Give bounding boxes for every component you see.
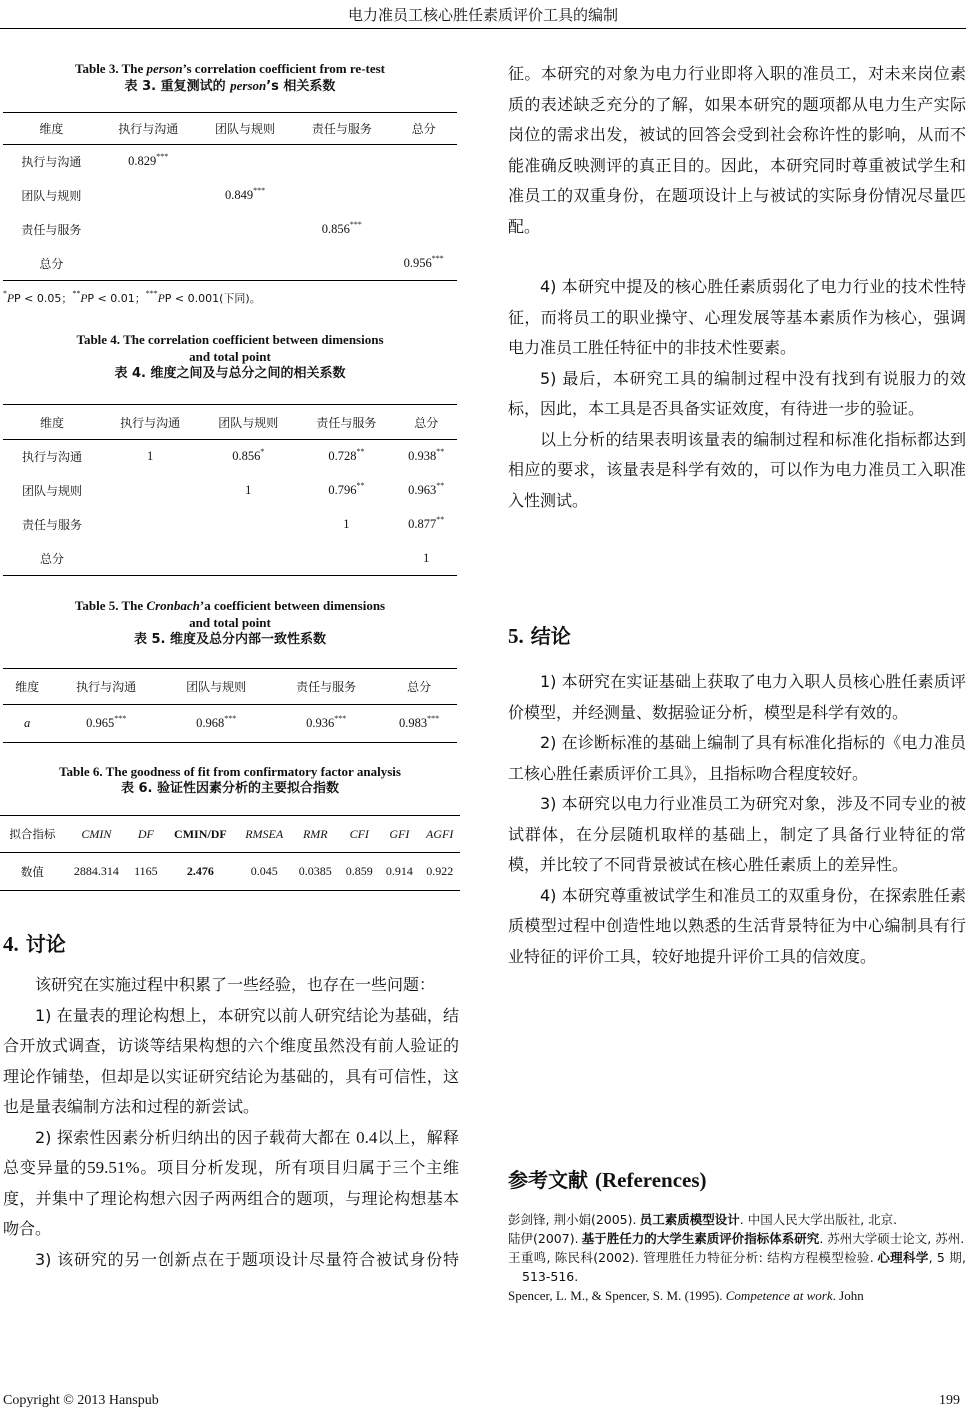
caption-text: and total point <box>189 615 271 630</box>
row-label: 责任与服务 <box>22 518 83 532</box>
header-rule <box>0 28 966 29</box>
row-label: 团队与规则 <box>21 189 82 203</box>
table-row <box>3 145 457 179</box>
table-cell: 0.965*** <box>86 714 127 730</box>
table-header: CMIN <box>81 826 112 841</box>
paragraph: 5) 最后，本研究工具的编制过程中没有找到有说服力的效标，因此，本工具是否具备实证效度，有待进一步的验证。 <box>508 368 966 418</box>
table-cell <box>293 179 390 213</box>
caption-text: Table 5. The <box>74 598 147 613</box>
caption-text: 表 5. 维度及总分内部一致性系数 <box>133 632 327 647</box>
table-header: 责任与服务 <box>311 122 372 136</box>
table-header: 维度 <box>40 415 65 430</box>
caption-text: 表 6. 验证性因素分析的主要拟合指数 <box>120 781 340 796</box>
paragraph: 2) 探索性因素分析归纳出的因子载荷大都在 0.4以上，解释总变异量的59.51%。项目分析发现，所有项目归属于三个主维度，并集中了理论构想六因子两两组合的题项，与理论构想基本吻合。 <box>3 1127 459 1238</box>
table-cell: 0.914 <box>385 864 413 878</box>
table-header: 维度 <box>15 680 40 694</box>
table-cell: 1 <box>423 550 430 565</box>
row-label: 总分 <box>39 256 64 271</box>
table-header: 团队与规则 <box>215 122 276 136</box>
table-4 <box>3 404 457 576</box>
table-header: RMSEA <box>245 826 284 841</box>
caption-text: ’a coefficient between dimensions <box>199 598 386 613</box>
reference-item: 陆伊(2007). 基于胜任力的大学生素质评价指标体系研究. 苏州大学硕士论文, 苏州. <box>508 1231 965 1246</box>
discussion-body <box>3 970 459 1275</box>
caption-text: Table 4. The correlation coefficient between dimensions <box>76 332 384 347</box>
table-cell: 0.849*** <box>224 186 266 202</box>
paragraph: 3) 该研究的另一创新点在于题项设计尽量符合被试身份特 <box>35 1249 459 1269</box>
table-cell <box>199 508 297 542</box>
caption-text: Table 3. The <box>74 61 147 76</box>
table-header: 责任与服务 <box>316 415 377 430</box>
table-row <box>3 213 457 247</box>
table-cell <box>197 145 294 179</box>
table-cell <box>197 247 294 281</box>
caption-text: and total point <box>189 349 271 364</box>
caption-text: 表 4. 维度之间及与总分之间的相关系数 <box>114 366 346 381</box>
table-cell <box>390 213 457 247</box>
row-label: 团队与规则 <box>22 484 83 498</box>
table-cell: 0.983*** <box>399 714 440 730</box>
table-header: GFI <box>389 826 410 841</box>
table-header: 责任与服务 <box>296 680 357 694</box>
table-cell <box>390 179 457 213</box>
table-cell: 0.728** <box>328 447 365 464</box>
table-6 <box>0 815 460 891</box>
reference-item: 彭剑锋, 荆小娟(2005). 员工素质模型设计. 中国人民大学出版社, 北京. <box>508 1212 898 1227</box>
reference-item: Spencer, L. M., & Spencer, S. M. (1995). Competence at work. John <box>508 1288 864 1303</box>
table-cell: 0.956*** <box>403 253 444 270</box>
paragraph-continuation <box>508 59 966 272</box>
row-label: 总分 <box>40 551 65 566</box>
table-cell: 0.796** <box>328 481 365 497</box>
table-cell <box>101 474 199 508</box>
table-row <box>3 440 457 474</box>
table-cell: 0.045 <box>250 864 278 878</box>
table-cell <box>101 508 199 542</box>
table-4-caption <box>0 331 460 382</box>
table-row <box>3 508 457 542</box>
table-cell: 0.963** <box>408 481 445 497</box>
table-row <box>3 474 457 508</box>
table-row <box>3 542 457 576</box>
reference-item: 王重鸣, 陈民科(2002). 管理胜任力特征分析: 结构方程模型检验. 心理科学, 5 期, 513-516. <box>508 1250 966 1284</box>
table-header: CMIN/DF <box>174 826 227 841</box>
paragraph: 1) 在量表的理论构想上，本研究以前人研究结论为基础，结合开放式调查，访谈等结果构想的六个维度虽然没有前人验证的理论作铺垫，但却是以实证研究结论为基础的，具有可信性，这也是量表编制方法和过程的新尝试。 <box>3 1005 459 1116</box>
section-heading-conclusion: 5. 结论 <box>508 624 571 648</box>
table-cell: 0.877** <box>408 515 445 531</box>
table-row <box>0 853 460 891</box>
table-cell: 0.0385 <box>298 864 332 878</box>
paragraph: 3) 本研究以电力行业准员工为研究对象，涉及不同专业的被试群体，在分层随机取样的基础上，制定了具备行业特征的常模，并比较了不同背景被试在核心胜任素质上的差异性。 <box>508 794 966 874</box>
caption-text: 表 3. 重复测试的 <box>124 79 231 94</box>
caption-text: ’s 相关系数 <box>266 79 336 94</box>
footer-page-number: 199 <box>939 1393 960 1408</box>
section-heading-references: 参考文献 (References) <box>508 1168 707 1192</box>
table-header: 执行与沟通 <box>76 680 137 694</box>
table-cell <box>100 247 197 281</box>
table-cell <box>293 247 390 281</box>
row-label: 数值 <box>20 864 44 879</box>
caption-text: Cronbach <box>146 598 200 613</box>
row-label: 执行与沟通 <box>22 450 83 465</box>
discussion-continued <box>508 59 966 516</box>
conclusion-body <box>508 667 966 972</box>
table-cell: 1 <box>343 517 350 531</box>
significance-note: *PP < 0.05；**PP < 0.01；***PP < 0.001(下同)。 <box>3 289 261 305</box>
running-header: 电力准员工核心胜任素质评价工具的编制 <box>347 6 618 24</box>
caption-text: person <box>146 61 183 76</box>
table-cell: 0.856*** <box>321 220 362 236</box>
table-header: 总分 <box>407 680 432 694</box>
table-cell: 0.856* <box>232 447 265 464</box>
paragraph: 以上分析的结果表明该量表的编制过程和标准化指标都达到相应的要求，该量表是科学有效的，可以作为电力准员工入职准入性测试。 <box>508 429 966 510</box>
table-row <box>3 179 457 213</box>
table-cell <box>199 542 297 576</box>
table-cell: 0.859 <box>345 864 373 878</box>
table-5-caption <box>0 597 460 648</box>
table-header: 执行与沟通 <box>120 415 181 430</box>
table-row <box>3 705 457 743</box>
caption-text: person <box>230 78 267 93</box>
table-header: 团队与规则 <box>186 680 247 694</box>
table-cell: 0.968*** <box>196 714 237 730</box>
reference-list <box>508 1210 966 1305</box>
caption-text: Table 6. The goodness of fit from confirmatory factor analysis <box>59 764 401 779</box>
table-cell: 0.936*** <box>306 714 347 730</box>
table-cell <box>293 145 390 179</box>
table-cell: 0.829*** <box>128 152 169 169</box>
table-cell <box>197 213 294 247</box>
table-header: 拟合指标 <box>9 827 56 841</box>
row-label: 执行与沟通 <box>21 155 82 170</box>
table-header: AGFI <box>426 826 454 841</box>
table-cell <box>390 145 457 179</box>
table-cell: 2884.314 <box>73 864 119 878</box>
table-cell <box>101 542 199 576</box>
paragraph: 征。本研究的对象为电力行业即将入职的准员工，对未来岗位素质的表述缺乏充分的了解，如果本研究的题项都从电力生产实际岗位的需求出发，被试的回答会受到社会称许性的影响，从而不能准确反映测评的真正目的。因此，本研究同时尊重被试学生和准员工的双重身份，在题项设计上与被试的实际身份情况尽量匹配。 <box>508 64 966 236</box>
paragraph: 4) 本研究尊重被试学生和准员工的双重身份，在探索胜任素质模型过程中创造性地以熟悉的生活背景特征为中心编制具有行业特征的评价工具，较好地提升评价工具的信效度。 <box>508 885 966 966</box>
table-cell: 2.476 <box>186 864 214 878</box>
table-cell <box>100 213 197 247</box>
table-header: 总分 <box>411 122 436 136</box>
table-header: RMR <box>302 826 328 841</box>
table-header: CFI <box>349 826 369 841</box>
table-3 <box>3 112 457 281</box>
row-label: 责任与服务 <box>21 223 82 237</box>
paragraph: 4) 本研究中提及的核心胜任素质弱化了电力行业的技术性特征，而将员工的职业操守、心理发展等基本素质作为核心，强调电力准员工胜任特征中的非技术性要素。 <box>508 277 966 357</box>
row-label: a <box>23 716 31 730</box>
table-cell: 1 <box>147 449 154 464</box>
table-row <box>3 247 457 281</box>
table-6-caption <box>0 763 460 797</box>
table-cell: 1165 <box>134 864 158 878</box>
table-cell <box>297 542 395 576</box>
table-cell: 1 <box>245 483 252 497</box>
paragraph: 1) 本研究在实证基础上获取了电力入职人员核心胜任素质评价模型，并经测量、数据验证分析，模型是科学有效的。 <box>508 672 966 722</box>
table-cell <box>100 179 197 213</box>
table-header: DF <box>137 826 154 841</box>
table-header: 执行与沟通 <box>118 122 179 136</box>
table-header: 维度 <box>39 122 64 136</box>
table-header: 团队与规则 <box>218 415 279 430</box>
footer-copyright: Copyright © 2013 Hanspub <box>3 1393 159 1408</box>
table-3-caption <box>0 60 460 95</box>
paragraph: 该研究在实施过程中积累了一些经验，也存在一些问题： <box>35 975 436 994</box>
table-cell: 0.922 <box>426 864 454 878</box>
paragraph: 2) 在诊断标准的基础上编制了具有标准化指标的《电力准员工核心胜任素质评价工具》，且指标吻合程度较好。 <box>508 733 966 783</box>
caption-text: ’s correlation coefficient from re-test <box>182 61 386 76</box>
table-5 <box>3 668 457 743</box>
section-heading-discussion: 4. 讨论 <box>3 932 66 956</box>
table-cell: 0.938** <box>408 447 445 464</box>
table-header: 总分 <box>414 415 439 430</box>
